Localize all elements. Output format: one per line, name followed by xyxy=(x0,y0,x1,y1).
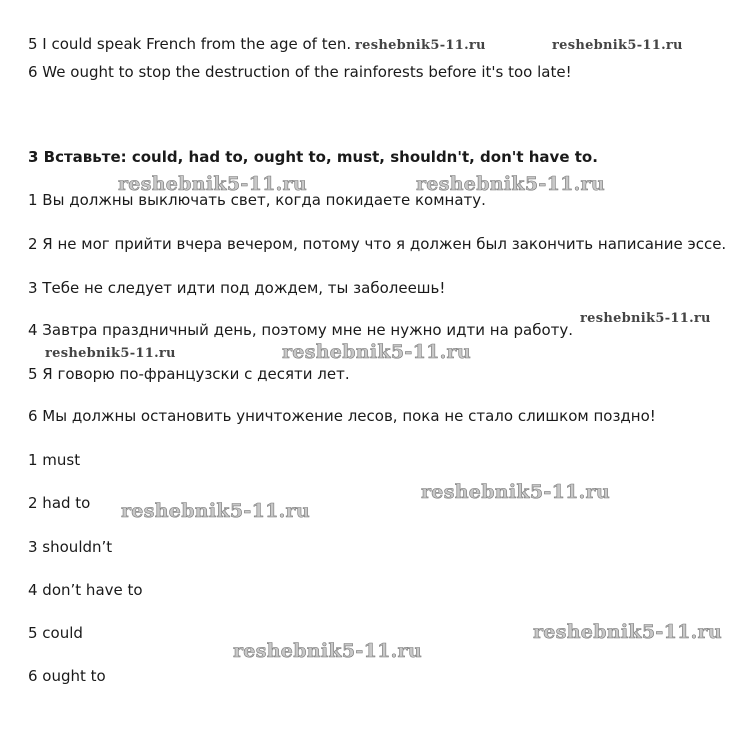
watermark: reshebnik5-11.ru xyxy=(118,173,307,195)
answer-1: 1 must xyxy=(28,451,81,469)
watermark: reshebnik5-11.ru xyxy=(282,341,471,363)
task-title: 3 Вставьте: could, had to, ought to, must, shouldn't, don't have to. xyxy=(28,148,598,166)
watermark: reshebnik5-11.ru xyxy=(421,481,610,503)
answer-6: 6 ought to xyxy=(28,667,106,685)
watermark: reshebnik5-11.ru xyxy=(552,38,683,53)
watermark: reshebnik5-11.ru xyxy=(45,346,176,361)
watermark: reshebnik5-11.ru xyxy=(580,311,711,326)
answer-3: 3 shouldn’t xyxy=(28,538,113,556)
watermark: reshebnik5-11.ru xyxy=(533,621,722,643)
watermark: reshebnik5-11.ru xyxy=(416,173,605,195)
translation-2: 2 Я не мог прийти вчера вечером, потому что я должен был закончить написание эссе. xyxy=(28,235,727,253)
watermark: reshebnik5-11.ru xyxy=(121,500,310,522)
watermark: reshebnik5-11.ru xyxy=(233,640,422,662)
answer-2: 2 had to xyxy=(28,494,91,512)
translation-5: 5 Я говорю по-французски с десяти лет. xyxy=(28,365,350,383)
prev-answer-5: 5 I could speak French from the age of ten. xyxy=(28,35,352,53)
prev-answer-6: 6 We ought to stop the destruction of the rainforests before it's too late! xyxy=(28,63,572,81)
answer-5: 5 could xyxy=(28,624,83,642)
translation-6: 6 Мы должны остановить уничтожение лесов, пока не стало слишком поздно! xyxy=(28,407,656,425)
translation-4: 4 Завтра праздничный день, поэтому мне не нужно идти на работу. xyxy=(28,321,574,339)
translation-1: 1 Вы должны выключать свет, когда покидаете комнату. xyxy=(28,191,486,209)
answer-4: 4 don’t have to xyxy=(28,581,143,599)
watermark: reshebnik5-11.ru xyxy=(355,38,486,53)
translation-3: 3 Тебе не следует идти под дождем, ты заболеешь! xyxy=(28,279,446,297)
